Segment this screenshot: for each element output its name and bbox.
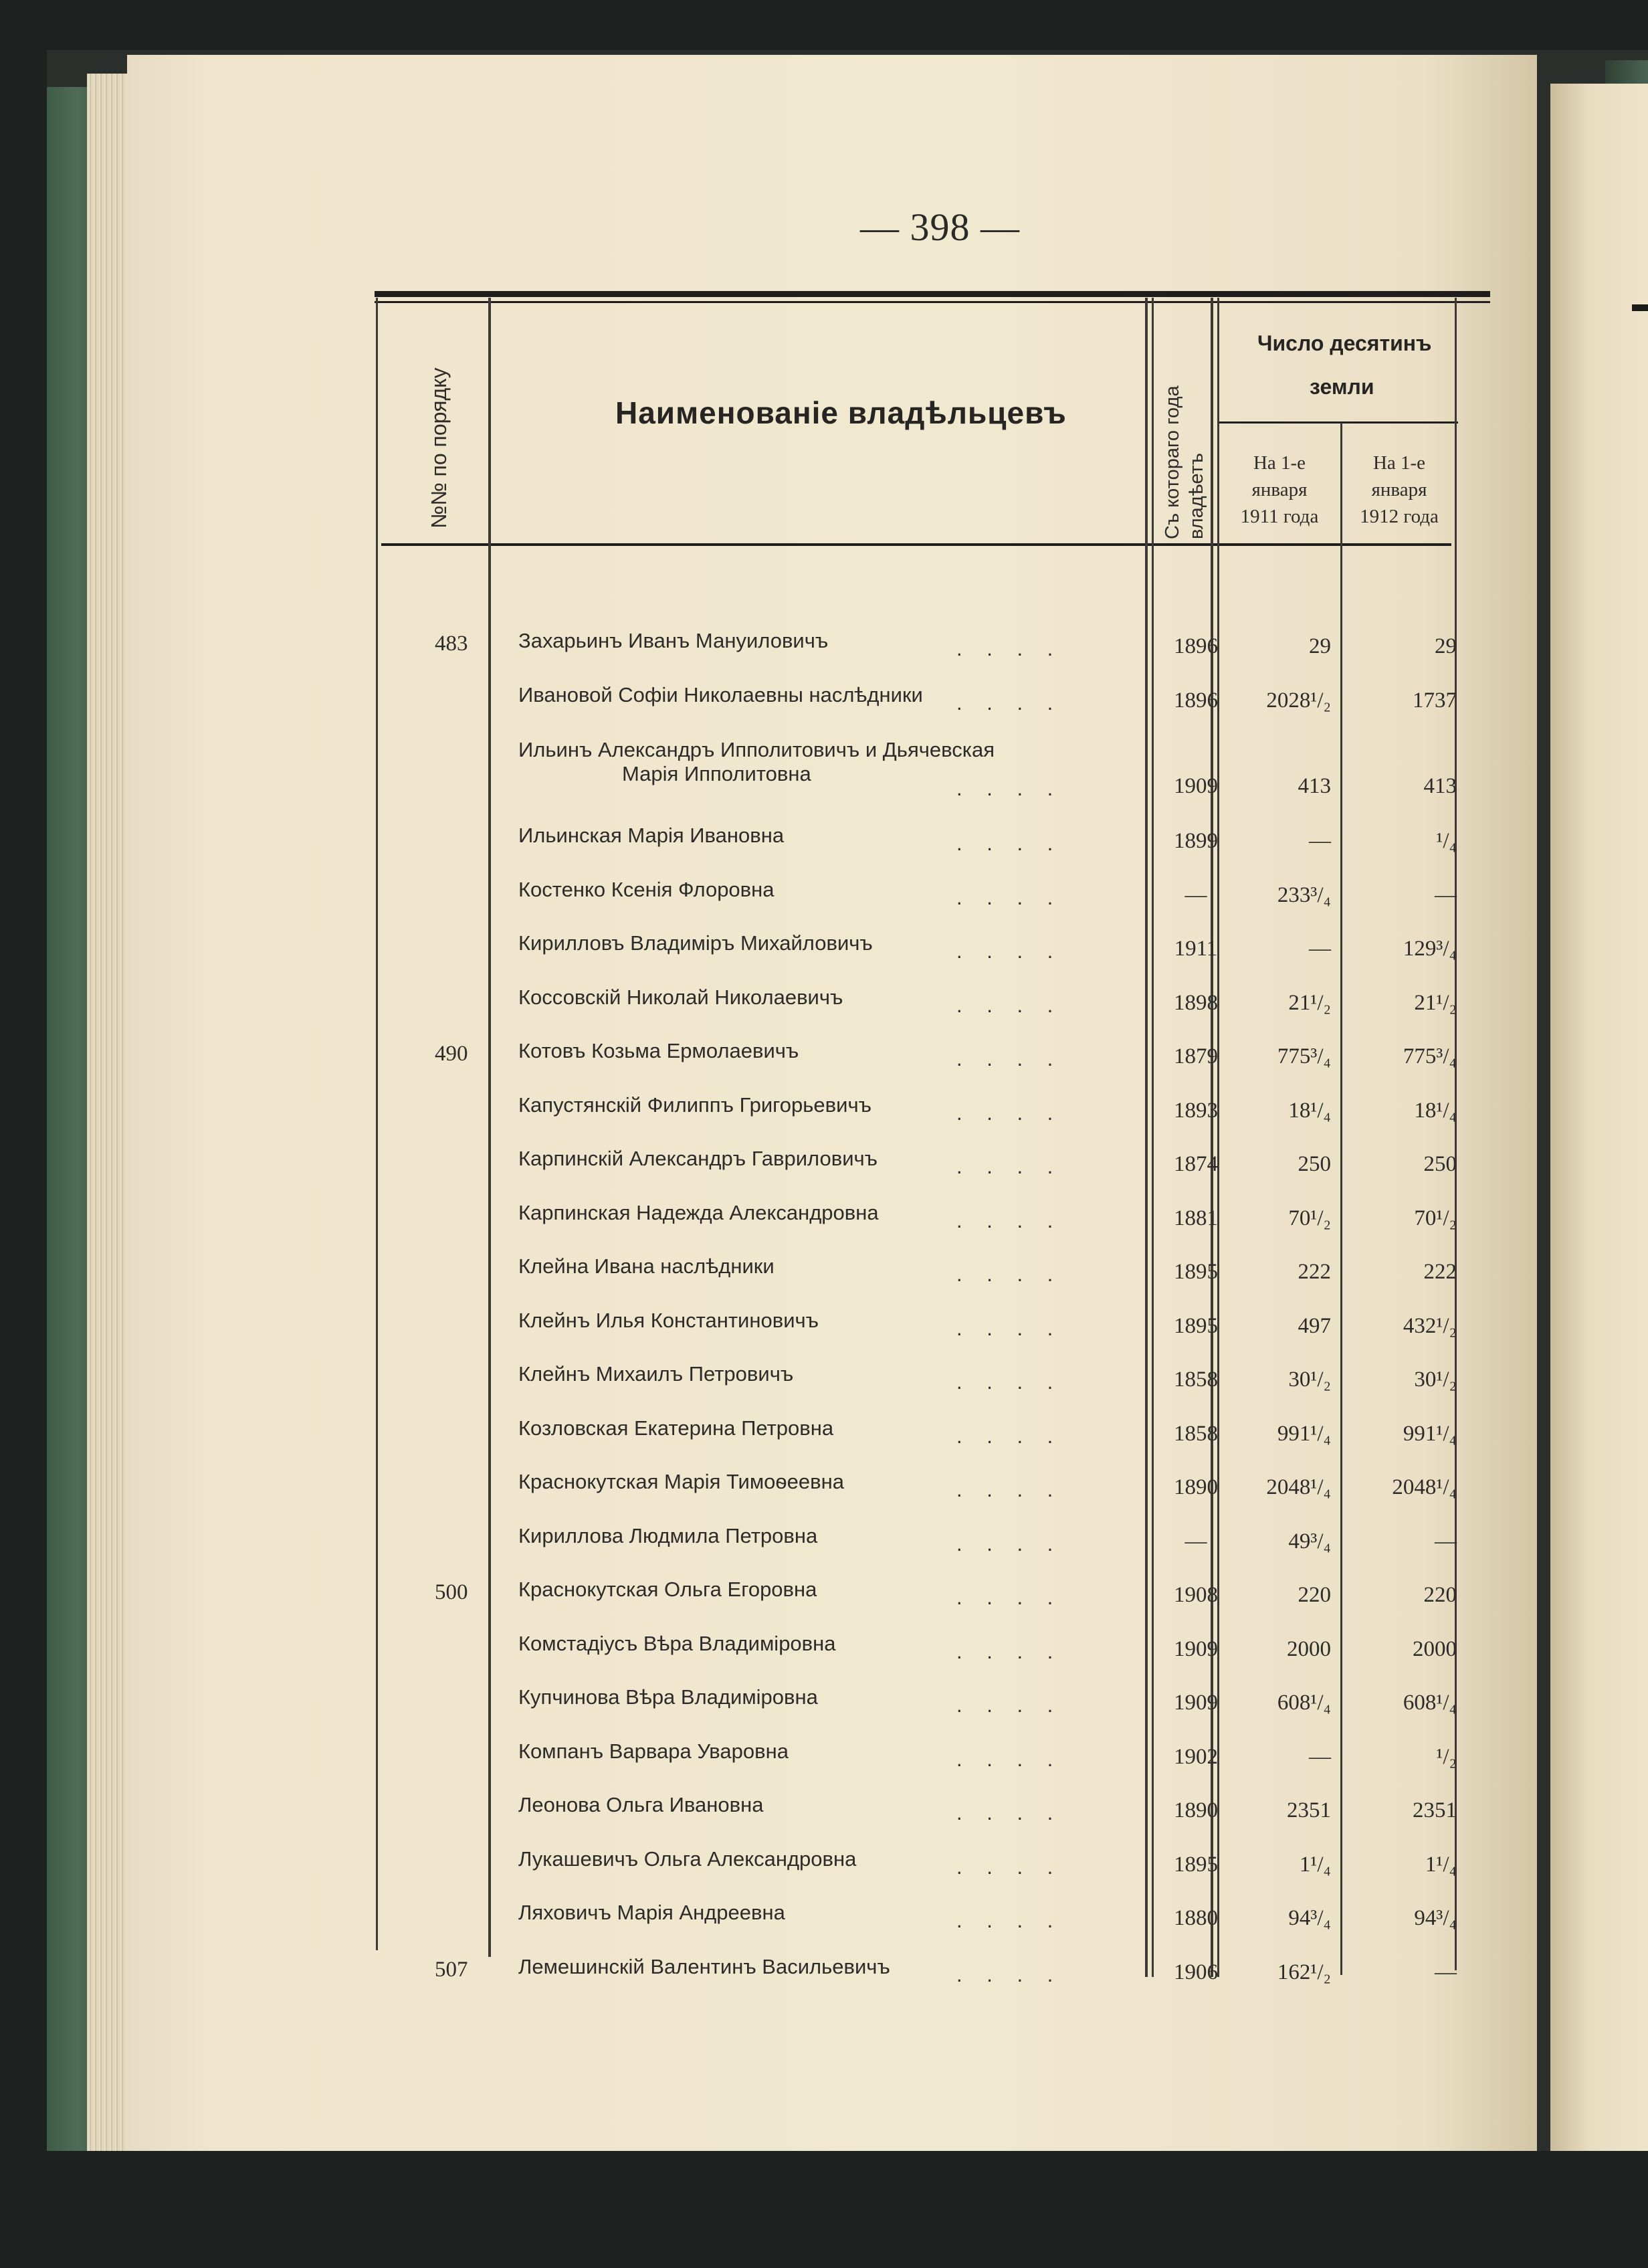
land-1912: 18¹/₄ bbox=[1414, 1098, 1457, 1123]
owned-since: 1893 bbox=[1174, 1098, 1218, 1123]
owned-since: 1895 bbox=[1174, 1313, 1218, 1338]
page-number: — 398 — bbox=[860, 205, 1020, 249]
leader-dots: . . . . bbox=[956, 777, 1063, 800]
header-1912-line1: На 1-е bbox=[1372, 452, 1426, 474]
land-1912: 775³/₄ bbox=[1403, 1044, 1457, 1068]
header-since-text: Съ котораго года владѣетъ bbox=[1162, 385, 1207, 539]
leader-dots: . . . . bbox=[956, 1047, 1063, 1070]
land-1912: 991¹/₄ bbox=[1403, 1421, 1457, 1446]
table-row bbox=[0, 1308, 1648, 1355]
table-row bbox=[0, 682, 1648, 730]
owner-name: Ильинъ Александръ Ипполитовичъ и Дьячевская bbox=[518, 738, 995, 761]
owner-name: Захарьинъ Иванъ Мануиловичъ bbox=[518, 629, 829, 652]
header-land-sub: земли bbox=[1310, 375, 1374, 399]
owner-name: Лукашевичъ Ольга Александровна bbox=[518, 1847, 857, 1871]
land-1912: 222 bbox=[1423, 1260, 1457, 1284]
land-1912: 220 bbox=[1423, 1583, 1457, 1607]
land-1912: — bbox=[1435, 882, 1457, 907]
land-1912: 432¹/₂ bbox=[1403, 1313, 1457, 1338]
land-1911: 497 bbox=[1298, 1313, 1331, 1338]
land-1911: 222 bbox=[1298, 1260, 1331, 1284]
leader-dots: . . . . bbox=[956, 1316, 1063, 1340]
row-number: 490 bbox=[435, 1042, 468, 1066]
owner-name: Козловская Екатерина Петровна bbox=[518, 1416, 834, 1440]
owned-since: 1895 bbox=[1174, 1852, 1218, 1877]
table-row bbox=[0, 931, 1648, 978]
table-row bbox=[0, 1470, 1648, 1517]
land-1912: 21¹/₂ bbox=[1414, 990, 1457, 1015]
land-1912: 30¹/₂ bbox=[1414, 1367, 1457, 1392]
land-1912: 608¹/₄ bbox=[1403, 1691, 1457, 1715]
land-1911: 233³/₄ bbox=[1277, 882, 1331, 907]
table-row bbox=[0, 1793, 1648, 1840]
land-1912: 129³/₄ bbox=[1403, 937, 1457, 961]
owned-since: — bbox=[1184, 882, 1207, 907]
owned-since: 1896 bbox=[1174, 634, 1218, 658]
owned-since: 1880 bbox=[1174, 1906, 1218, 1930]
land-1911: 2351 bbox=[1287, 1798, 1331, 1822]
owned-since: 1879 bbox=[1174, 1044, 1218, 1068]
land-1911: 29 bbox=[1309, 634, 1331, 658]
land-1911: 21¹/₂ bbox=[1288, 990, 1331, 1015]
table-row bbox=[0, 985, 1648, 1032]
leader-dots: . . . . bbox=[956, 1801, 1063, 1824]
table-row bbox=[0, 1039, 1648, 1086]
leader-dots: . . . . bbox=[956, 1747, 1063, 1771]
land-1911: — bbox=[1309, 1744, 1331, 1769]
land-1912: 2048¹/₄ bbox=[1392, 1475, 1457, 1499]
land-1911: 162¹/₂ bbox=[1277, 1960, 1331, 1984]
owned-since: 1858 bbox=[1174, 1367, 1218, 1392]
land-1911: 775³/₄ bbox=[1277, 1044, 1331, 1068]
owner-name: Краснокутская Ольга Егоровна bbox=[518, 1578, 817, 1601]
leader-dots: . . . . bbox=[956, 1962, 1063, 1986]
land-1912: 2000 bbox=[1413, 1636, 1457, 1661]
land-1912: — bbox=[1435, 1960, 1457, 1984]
table-top-rule-thin bbox=[375, 301, 1490, 303]
row-number: 500 bbox=[435, 1580, 468, 1604]
header-1912 bbox=[1339, 450, 1459, 530]
owned-since: 1911 bbox=[1174, 937, 1218, 961]
facing-page-rule bbox=[1632, 304, 1648, 311]
owned-since: 1895 bbox=[1174, 1260, 1218, 1284]
owner-name: Лемешинскій Валентинъ Васильевичъ bbox=[518, 1954, 890, 1978]
table-row bbox=[0, 1416, 1648, 1463]
owner-name: Коссовскій Николай Николаевичъ bbox=[518, 985, 843, 1009]
leader-dots: . . . . bbox=[956, 1909, 1063, 1932]
header-order: №№ по порядку bbox=[427, 367, 451, 529]
table-row bbox=[0, 738, 1648, 816]
land-1911: 2028¹/₂ bbox=[1266, 688, 1331, 713]
owner-name: Клейна Ивана наслѣдники bbox=[518, 1254, 775, 1278]
land-1911: 608¹/₄ bbox=[1277, 1691, 1331, 1715]
land-1911: 30¹/₂ bbox=[1288, 1367, 1331, 1392]
table-top-rule bbox=[375, 291, 1490, 297]
owned-since: 1908 bbox=[1174, 1583, 1218, 1607]
leader-dots: . . . . bbox=[956, 993, 1063, 1017]
land-1911: 1¹/₄ bbox=[1299, 1852, 1331, 1877]
owner-name: Краснокутская Марія Тимоѳеевна bbox=[518, 1470, 844, 1493]
table-row bbox=[0, 1147, 1648, 1194]
owner-name: Карпинскій Александръ Гавриловичъ bbox=[518, 1147, 878, 1170]
owner-name: Костенко Ксенія Флоровна bbox=[518, 877, 775, 901]
header-since bbox=[1160, 312, 1209, 539]
land-1911: 220 bbox=[1298, 1583, 1331, 1607]
header-1911-line3: 1911 года bbox=[1240, 506, 1319, 527]
owner-name: Кириллова Людмила Петровна bbox=[518, 1523, 818, 1547]
table-row bbox=[0, 1523, 1648, 1571]
land-1911: 94³/₄ bbox=[1288, 1906, 1331, 1930]
owned-since: — bbox=[1184, 1529, 1207, 1553]
land-1912: 250 bbox=[1423, 1152, 1457, 1176]
owner-name: Котовъ Козьма Ермолаевичъ bbox=[518, 1039, 799, 1062]
leader-dots: . . . . bbox=[956, 1262, 1063, 1286]
owned-since: 1899 bbox=[1174, 829, 1218, 853]
table-row bbox=[0, 1901, 1648, 1948]
owned-since: 1896 bbox=[1174, 688, 1218, 713]
leader-dots: . . . . bbox=[956, 1855, 1063, 1879]
header-1911-line2: января bbox=[1251, 479, 1308, 500]
land-1911: 18¹/₄ bbox=[1288, 1098, 1331, 1123]
leader-dots: . . . . bbox=[956, 885, 1063, 909]
leader-dots: . . . . bbox=[956, 1639, 1063, 1663]
header-land: Число десятинъ bbox=[1257, 331, 1432, 355]
leader-dots: . . . . bbox=[956, 1101, 1063, 1125]
owner-name: Клейнъ Михаилъ Петровичъ bbox=[518, 1362, 794, 1386]
table-row bbox=[0, 1254, 1648, 1301]
owned-since: 1890 bbox=[1174, 1475, 1218, 1499]
header-1912-line3: 1912 года bbox=[1360, 506, 1439, 527]
owned-since: 1909 bbox=[1174, 1691, 1218, 1715]
land-1912: 70¹/₂ bbox=[1414, 1206, 1457, 1230]
land-1912: ¹/₄ bbox=[1436, 829, 1457, 853]
leader-dots: . . . . bbox=[956, 1155, 1063, 1178]
header-bottom-rule bbox=[381, 543, 1451, 546]
leader-dots: . . . . bbox=[956, 637, 1063, 660]
leader-dots: . . . . bbox=[956, 1531, 1063, 1555]
owned-since: 1881 bbox=[1174, 1206, 1218, 1230]
owned-since: 1909 bbox=[1174, 1636, 1218, 1661]
header-1911-line1: На 1-е bbox=[1253, 452, 1306, 474]
leader-dots: . . . . bbox=[956, 1586, 1063, 1609]
land-header-rule bbox=[1217, 421, 1458, 423]
owner-name: Ильинская Марія Ивановна bbox=[518, 824, 785, 847]
land-1911: 2000 bbox=[1287, 1636, 1331, 1661]
land-1911: 413 bbox=[1298, 774, 1331, 798]
land-1911: 49³/₄ bbox=[1288, 1529, 1331, 1553]
owner-name-cont: Марія Ипполитовна bbox=[622, 762, 811, 785]
owned-since: 1890 bbox=[1174, 1798, 1218, 1822]
leader-dots: . . . . bbox=[956, 1370, 1063, 1394]
land-1911: — bbox=[1309, 937, 1331, 961]
land-1911: — bbox=[1309, 829, 1331, 853]
table-row bbox=[0, 824, 1648, 870]
table-row bbox=[0, 1954, 1648, 2002]
table-row bbox=[0, 1685, 1648, 1732]
table-row bbox=[0, 1362, 1648, 1409]
owned-since: 1909 bbox=[1174, 774, 1218, 798]
owner-name: Карпинская Надежда Александровна bbox=[518, 1200, 879, 1224]
table-row bbox=[0, 1578, 1648, 1624]
owned-since: 1874 bbox=[1174, 1152, 1218, 1176]
row-number: 483 bbox=[435, 632, 468, 656]
table-row bbox=[0, 1093, 1648, 1140]
land-1911: 2048¹/₄ bbox=[1266, 1475, 1331, 1499]
land-1912: 413 bbox=[1423, 774, 1457, 798]
table-row bbox=[0, 1631, 1648, 1679]
header-1911 bbox=[1216, 450, 1343, 530]
land-1912: 1¹/₄ bbox=[1425, 1852, 1457, 1877]
leader-dots: . . . . bbox=[956, 1693, 1063, 1717]
land-1911: 991¹/₄ bbox=[1277, 1421, 1331, 1446]
owner-name: Купчинова Вѣра Владиміровна bbox=[518, 1685, 818, 1709]
header-1912-line2: января bbox=[1371, 479, 1427, 500]
leader-dots: . . . . bbox=[956, 1424, 1063, 1448]
owner-name: Леонова Ольга Ивановна bbox=[518, 1793, 764, 1816]
table-row bbox=[0, 629, 1648, 676]
land-1912: — bbox=[1435, 1529, 1457, 1553]
owner-name: Компанъ Варвара Уваровна bbox=[518, 1739, 789, 1763]
table-row bbox=[0, 1739, 1648, 1786]
land-1912: 1737 bbox=[1413, 688, 1457, 713]
land-1911: 250 bbox=[1298, 1152, 1331, 1176]
owner-name: Кирилловъ Владиміръ Михайловичъ bbox=[518, 931, 873, 955]
leader-dots: . . . . bbox=[956, 832, 1063, 855]
table-row bbox=[0, 1200, 1648, 1248]
row-number: 507 bbox=[435, 1957, 468, 1982]
leader-dots: . . . . bbox=[956, 939, 1063, 963]
table-row bbox=[0, 1847, 1648, 1894]
owner-name: Ляховичъ Марія Андреевна bbox=[518, 1901, 785, 1924]
land-1912: 2351 bbox=[1413, 1798, 1457, 1822]
owned-since: 1898 bbox=[1174, 990, 1218, 1015]
land-1912: ¹/₂ bbox=[1436, 1744, 1457, 1769]
leader-dots: . . . . bbox=[956, 1478, 1063, 1501]
owner-name: Капустянскій Филиппъ Григорьевичъ bbox=[518, 1093, 871, 1117]
land-1912: 94³/₄ bbox=[1414, 1906, 1457, 1930]
owned-since: 1906 bbox=[1174, 1960, 1218, 1984]
owner-name: Ивановой Софіи Николаевны наслѣдники bbox=[518, 682, 923, 706]
leader-dots: . . . . bbox=[956, 690, 1063, 715]
owned-since: 1902 bbox=[1174, 1744, 1218, 1769]
land-1911: 70¹/₂ bbox=[1288, 1206, 1331, 1230]
owner-name: Комстадіусъ Вѣра Владиміровна bbox=[518, 1631, 836, 1655]
owner-name: Клейнъ Илья Константиновичъ bbox=[518, 1308, 819, 1332]
owned-since: 1858 bbox=[1174, 1421, 1218, 1446]
land-1912: 29 bbox=[1435, 634, 1457, 658]
header-name: Наименованіе владѣльцевъ bbox=[615, 395, 1067, 430]
leader-dots: . . . . bbox=[956, 1208, 1063, 1232]
table-row bbox=[0, 877, 1648, 925]
